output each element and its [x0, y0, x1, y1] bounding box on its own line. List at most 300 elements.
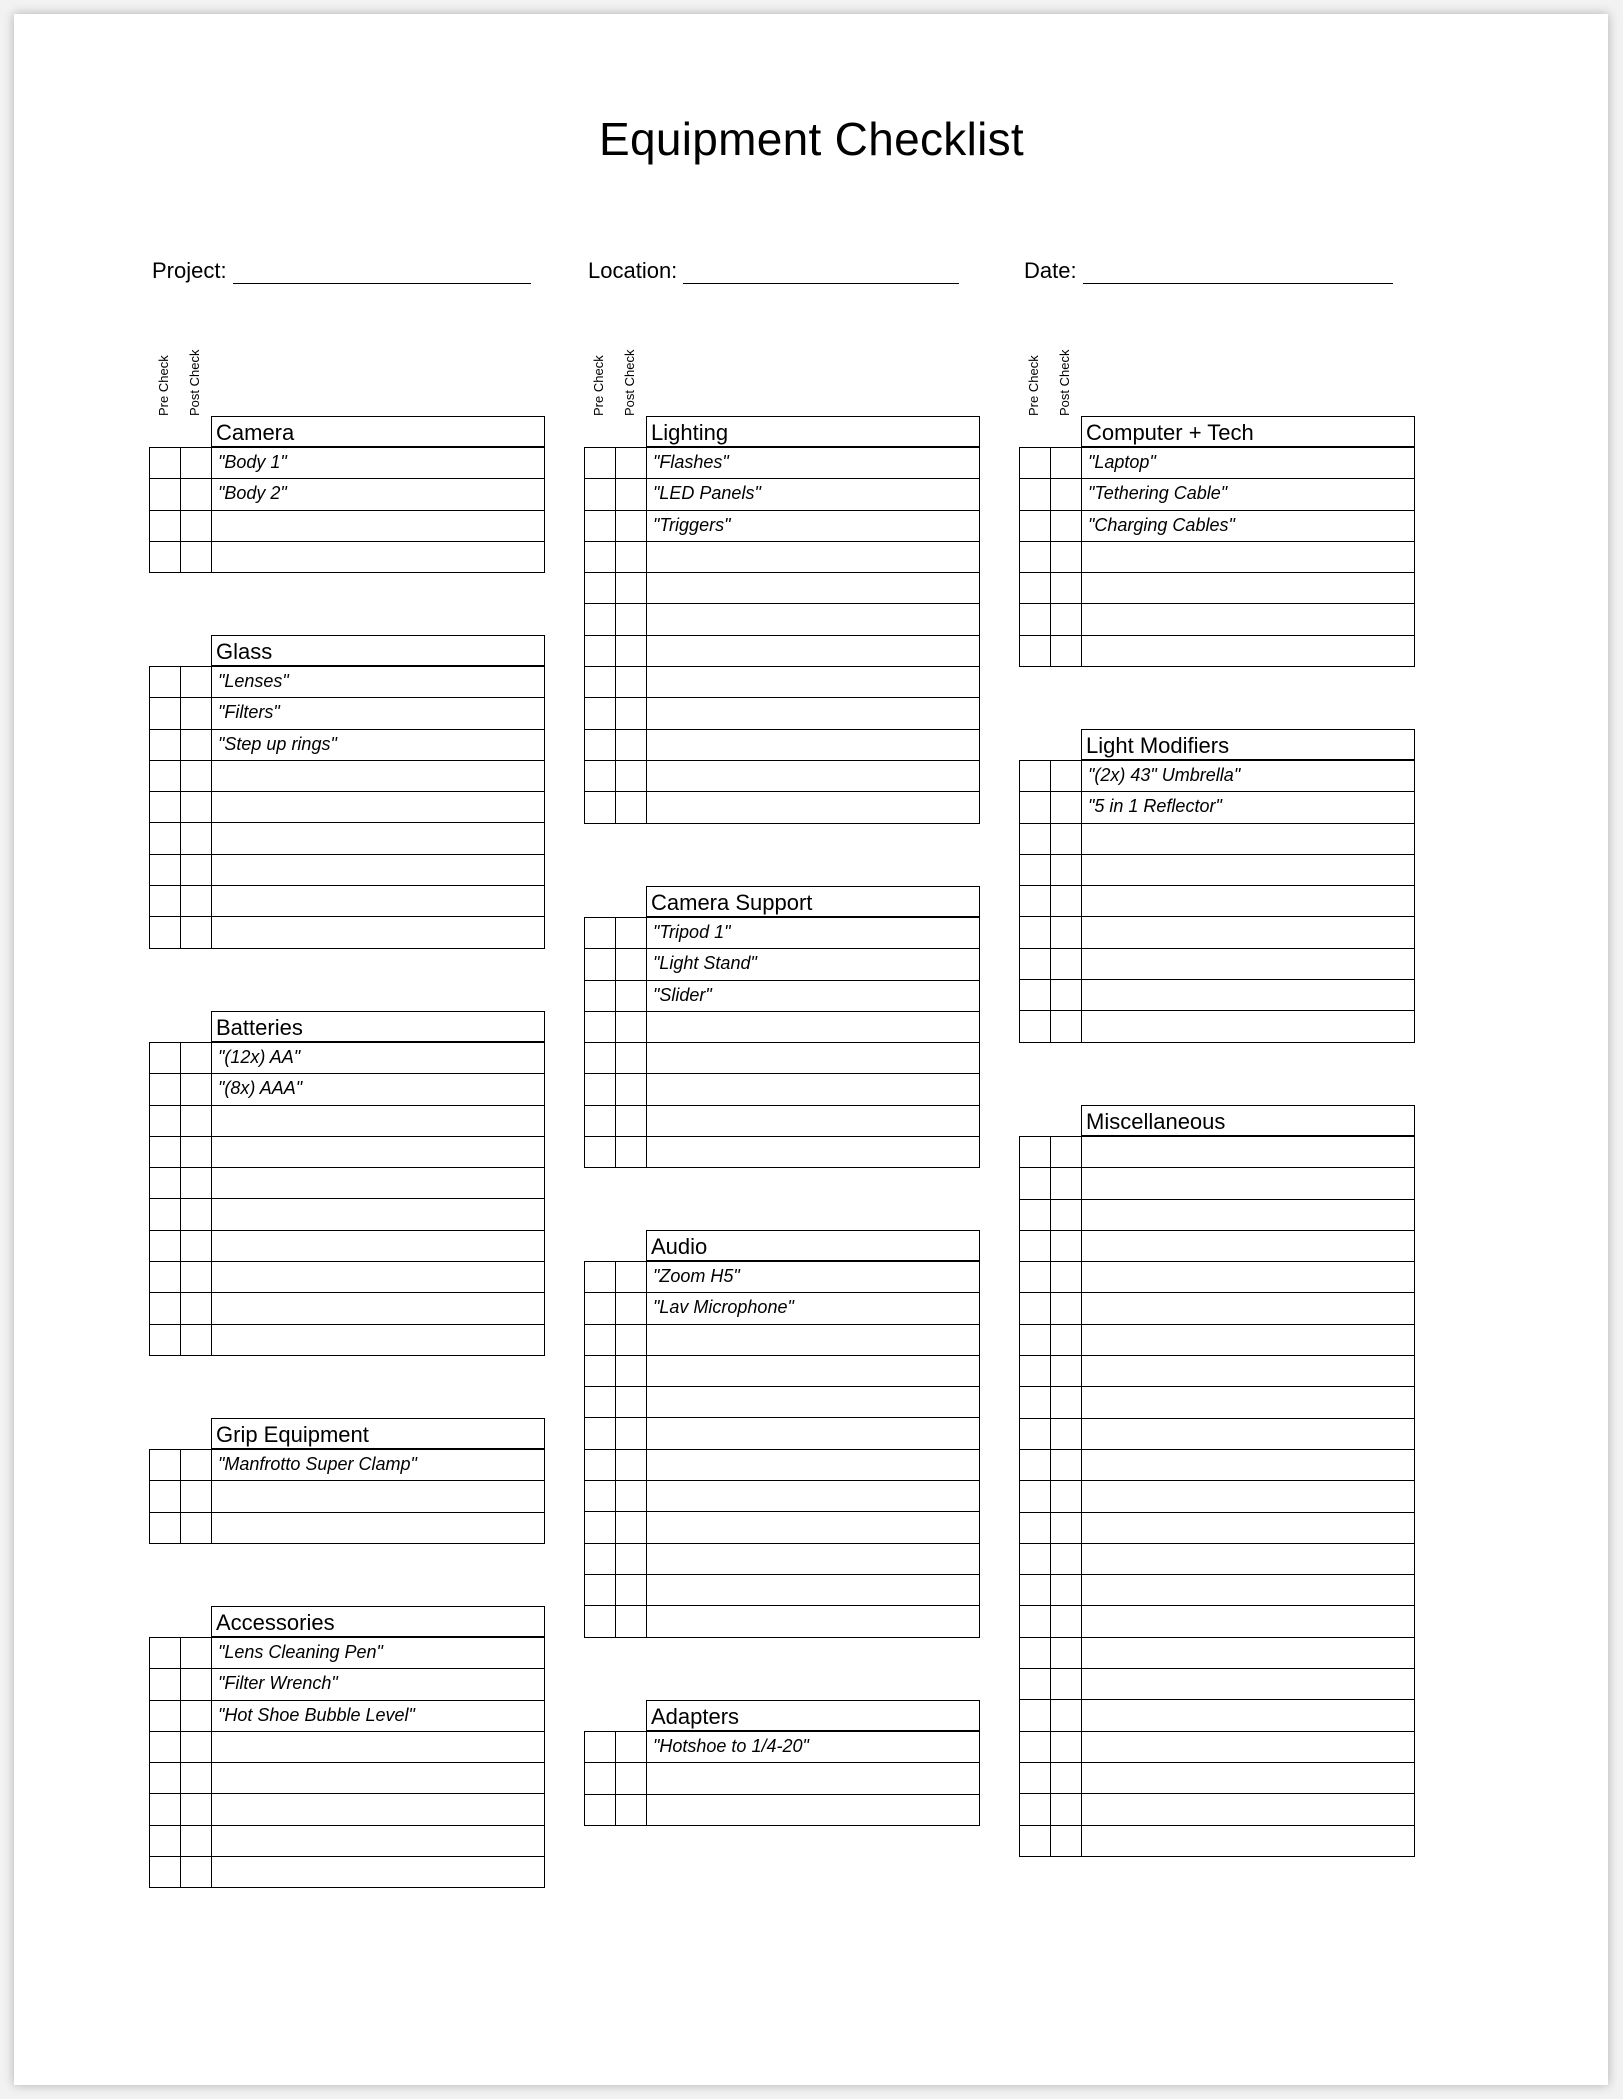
- item-entry[interactable]: "(12x) AA": [218, 1047, 301, 1067]
- item-entry[interactable]: [1082, 1011, 1414, 1041]
- post-check-box[interactable]: [181, 1199, 212, 1229]
- pre-check-box[interactable]: [585, 1012, 616, 1042]
- pre-check-box[interactable]: [1020, 1606, 1051, 1636]
- pre-check-box[interactable]: [150, 1293, 181, 1323]
- pre-check-box[interactable]: [585, 1575, 616, 1605]
- pre-check-box[interactable]: [150, 1074, 181, 1104]
- post-check-box[interactable]: [181, 1857, 212, 1887]
- date-blank-line[interactable]: [1083, 261, 1393, 284]
- post-check-box[interactable]: [1051, 917, 1082, 947]
- post-check-box[interactable]: [181, 823, 212, 853]
- item-entry[interactable]: [647, 1544, 979, 1574]
- pre-check-box[interactable]: [150, 886, 181, 916]
- item-entry[interactable]: [1082, 542, 1414, 572]
- item-entry[interactable]: "Lenses": [218, 671, 289, 691]
- post-check-box[interactable]: [616, 949, 647, 979]
- item-entry[interactable]: [1082, 1513, 1414, 1543]
- item-entry[interactable]: [647, 1043, 979, 1073]
- post-check-box[interactable]: [1051, 1575, 1082, 1605]
- item-entry[interactable]: [1082, 1544, 1414, 1574]
- pre-check-box[interactable]: [585, 1293, 616, 1323]
- item-entry[interactable]: [212, 917, 544, 947]
- post-check-box[interactable]: [616, 761, 647, 791]
- location-blank-line[interactable]: [683, 261, 959, 284]
- item-entry[interactable]: "Zoom H5": [653, 1266, 740, 1286]
- item-entry[interactable]: [212, 1106, 544, 1136]
- pre-check-box[interactable]: [585, 949, 616, 979]
- item-entry[interactable]: [212, 1137, 544, 1167]
- post-check-box[interactable]: [1051, 1700, 1082, 1730]
- pre-check-box[interactable]: [150, 1325, 181, 1355]
- pre-check-box[interactable]: [150, 1231, 181, 1261]
- item-entry[interactable]: "Body 1": [218, 452, 287, 472]
- item-entry[interactable]: [1082, 1481, 1414, 1511]
- item-entry[interactable]: [212, 1481, 544, 1511]
- pre-check-box[interactable]: [150, 761, 181, 791]
- post-check-box[interactable]: [616, 1544, 647, 1574]
- pre-check-box[interactable]: [1020, 761, 1051, 791]
- pre-check-box[interactable]: [1020, 1168, 1051, 1198]
- pre-check-box[interactable]: [585, 730, 616, 760]
- pre-check-box[interactable]: [1020, 1325, 1051, 1355]
- item-entry[interactable]: [212, 1794, 544, 1824]
- post-check-box[interactable]: [616, 1795, 647, 1825]
- pre-check-box[interactable]: [585, 1544, 616, 1574]
- post-check-box[interactable]: [616, 1763, 647, 1793]
- pre-check-box[interactable]: [150, 1701, 181, 1731]
- pre-check-box[interactable]: [1020, 1544, 1051, 1574]
- item-entry[interactable]: [212, 1763, 544, 1793]
- item-entry[interactable]: [1082, 1826, 1414, 1856]
- pre-check-box[interactable]: [1020, 1513, 1051, 1543]
- pre-check-box[interactable]: [585, 1450, 616, 1480]
- post-check-box[interactable]: [181, 1450, 212, 1480]
- post-check-box[interactable]: [181, 855, 212, 885]
- pre-check-box[interactable]: [585, 1512, 616, 1542]
- item-entry[interactable]: "Hotshoe to 1/4-20": [653, 1736, 809, 1756]
- pre-check-box[interactable]: [585, 1795, 616, 1825]
- item-entry[interactable]: [647, 1763, 979, 1793]
- post-check-box[interactable]: [181, 1168, 212, 1198]
- item-entry[interactable]: [1082, 573, 1414, 603]
- post-check-box[interactable]: [1051, 542, 1082, 572]
- item-entry[interactable]: [1082, 1575, 1414, 1605]
- pre-check-box[interactable]: [150, 1857, 181, 1887]
- item-entry[interactable]: "Filters": [218, 702, 280, 723]
- item-entry[interactable]: [1082, 886, 1414, 916]
- item-entry[interactable]: "LED Panels": [653, 483, 761, 504]
- pre-check-box[interactable]: [150, 1137, 181, 1167]
- post-check-box[interactable]: [616, 573, 647, 603]
- post-check-box[interactable]: [1051, 1826, 1082, 1856]
- post-check-box[interactable]: [181, 667, 212, 697]
- item-entry[interactable]: [1082, 1137, 1414, 1167]
- pre-check-box[interactable]: [1020, 980, 1051, 1010]
- pre-check-box[interactable]: [1020, 886, 1051, 916]
- item-entry[interactable]: [1082, 1669, 1414, 1699]
- post-check-box[interactable]: [1051, 1231, 1082, 1261]
- post-check-box[interactable]: [1051, 1513, 1082, 1543]
- post-check-box[interactable]: [1051, 1763, 1082, 1793]
- pre-check-box[interactable]: [1020, 1356, 1051, 1386]
- pre-check-box[interactable]: [150, 1262, 181, 1292]
- pre-check-box[interactable]: [150, 1481, 181, 1511]
- pre-check-box[interactable]: [585, 918, 616, 948]
- pre-check-box[interactable]: [585, 1137, 616, 1167]
- pre-check-box[interactable]: [585, 604, 616, 634]
- item-entry[interactable]: [1082, 949, 1414, 979]
- post-check-box[interactable]: [616, 1481, 647, 1511]
- item-entry[interactable]: [647, 1356, 979, 1386]
- post-check-box[interactable]: [616, 981, 647, 1011]
- post-check-box[interactable]: [616, 730, 647, 760]
- post-check-box[interactable]: [181, 1262, 212, 1292]
- item-entry[interactable]: [212, 1732, 544, 1762]
- pre-check-box[interactable]: [1020, 1732, 1051, 1762]
- item-entry[interactable]: "Light Stand": [653, 953, 757, 974]
- pre-check-box[interactable]: [150, 1450, 181, 1480]
- item-entry[interactable]: [1082, 980, 1414, 1010]
- post-check-box[interactable]: [181, 1074, 212, 1104]
- item-entry[interactable]: [212, 823, 544, 853]
- post-check-box[interactable]: [616, 479, 647, 509]
- item-entry[interactable]: [1082, 1732, 1414, 1762]
- post-check-box[interactable]: [1051, 980, 1082, 1010]
- item-entry[interactable]: "Tethering Cable": [1088, 483, 1228, 504]
- pre-check-box[interactable]: [1020, 1387, 1051, 1417]
- post-check-box[interactable]: [181, 1293, 212, 1323]
- post-check-box[interactable]: [181, 698, 212, 728]
- pre-check-box[interactable]: [150, 1763, 181, 1793]
- post-check-box[interactable]: [1051, 1137, 1082, 1167]
- post-check-box[interactable]: [616, 511, 647, 541]
- pre-check-box[interactable]: [585, 792, 616, 822]
- post-check-box[interactable]: [1051, 1293, 1082, 1323]
- item-entry[interactable]: [1082, 1200, 1414, 1230]
- item-entry[interactable]: [1082, 1356, 1414, 1386]
- pre-check-box[interactable]: [585, 1732, 616, 1762]
- post-check-box[interactable]: [1051, 1200, 1082, 1230]
- post-check-box[interactable]: [181, 1794, 212, 1824]
- item-entry[interactable]: [212, 1293, 544, 1323]
- post-check-box[interactable]: [1051, 1544, 1082, 1574]
- post-check-box[interactable]: [1051, 1732, 1082, 1762]
- post-check-box[interactable]: [1051, 1419, 1082, 1449]
- pre-check-box[interactable]: [585, 479, 616, 509]
- post-check-box[interactable]: [1051, 1638, 1082, 1668]
- item-entry[interactable]: [212, 1262, 544, 1292]
- post-check-box[interactable]: [616, 1732, 647, 1762]
- pre-check-box[interactable]: [1020, 1575, 1051, 1605]
- pre-check-box[interactable]: [150, 1199, 181, 1229]
- pre-check-box[interactable]: [585, 1606, 616, 1636]
- pre-check-box[interactable]: [585, 1262, 616, 1292]
- pre-check-box[interactable]: [1020, 949, 1051, 979]
- post-check-box[interactable]: [616, 1418, 647, 1448]
- post-check-box[interactable]: [1051, 1011, 1082, 1041]
- item-entry[interactable]: [1082, 1262, 1414, 1292]
- post-check-box[interactable]: [616, 636, 647, 666]
- pre-check-box[interactable]: [1020, 824, 1051, 854]
- item-entry[interactable]: "Slider": [653, 984, 712, 1005]
- pre-check-box[interactable]: [1020, 511, 1051, 541]
- pre-check-box[interactable]: [150, 1732, 181, 1762]
- post-check-box[interactable]: [1051, 573, 1082, 603]
- post-check-box[interactable]: [616, 1012, 647, 1042]
- item-entry[interactable]: "Tripod 1": [653, 922, 731, 942]
- post-check-box[interactable]: [1051, 511, 1082, 541]
- post-check-box[interactable]: [616, 918, 647, 948]
- pre-check-box[interactable]: [585, 1106, 616, 1136]
- post-check-box[interactable]: [616, 1262, 647, 1292]
- post-check-box[interactable]: [181, 1669, 212, 1699]
- post-check-box[interactable]: [616, 1137, 647, 1167]
- post-check-box[interactable]: [181, 511, 212, 541]
- pre-check-box[interactable]: [585, 1074, 616, 1104]
- item-entry[interactable]: [647, 1575, 979, 1605]
- pre-check-box[interactable]: [150, 511, 181, 541]
- post-check-box[interactable]: [181, 1638, 212, 1668]
- pre-check-box[interactable]: [585, 1387, 616, 1417]
- post-check-box[interactable]: [181, 1325, 212, 1355]
- post-check-box[interactable]: [616, 698, 647, 728]
- pre-check-box[interactable]: [150, 917, 181, 947]
- item-entry[interactable]: [647, 1606, 979, 1636]
- item-entry[interactable]: [1082, 636, 1414, 666]
- item-entry[interactable]: [212, 542, 544, 572]
- item-entry[interactable]: [647, 761, 979, 791]
- pre-check-box[interactable]: [585, 981, 616, 1011]
- item-entry[interactable]: [647, 1387, 979, 1417]
- pre-check-box[interactable]: [585, 1356, 616, 1386]
- pre-check-box[interactable]: [1020, 1137, 1051, 1167]
- post-check-box[interactable]: [181, 1701, 212, 1731]
- item-entry[interactable]: [1082, 1450, 1414, 1480]
- pre-check-box[interactable]: [585, 1481, 616, 1511]
- pre-check-box[interactable]: [150, 1106, 181, 1136]
- post-check-box[interactable]: [181, 1732, 212, 1762]
- post-check-box[interactable]: [1051, 824, 1082, 854]
- pre-check-box[interactable]: [1020, 1293, 1051, 1323]
- post-check-box[interactable]: [181, 886, 212, 916]
- pre-check-box[interactable]: [1020, 855, 1051, 885]
- item-entry[interactable]: [647, 792, 979, 822]
- post-check-box[interactable]: [1051, 1325, 1082, 1355]
- item-entry[interactable]: [647, 1418, 979, 1448]
- pre-check-box[interactable]: [1020, 1481, 1051, 1511]
- item-entry[interactable]: [1082, 1325, 1414, 1355]
- post-check-box[interactable]: [1051, 886, 1082, 916]
- pre-check-box[interactable]: [585, 448, 616, 478]
- pre-check-box[interactable]: [1020, 1669, 1051, 1699]
- pre-check-box[interactable]: [1020, 792, 1051, 822]
- pre-check-box[interactable]: [150, 667, 181, 697]
- post-check-box[interactable]: [181, 1137, 212, 1167]
- pre-check-box[interactable]: [1020, 1231, 1051, 1261]
- pre-check-box[interactable]: [1020, 1450, 1051, 1480]
- pre-check-box[interactable]: [585, 698, 616, 728]
- post-check-box[interactable]: [181, 1106, 212, 1136]
- pre-check-box[interactable]: [1020, 448, 1051, 478]
- post-check-box[interactable]: [616, 1043, 647, 1073]
- pre-check-box[interactable]: [585, 761, 616, 791]
- post-check-box[interactable]: [616, 667, 647, 697]
- post-check-box[interactable]: [616, 1293, 647, 1323]
- item-entry[interactable]: [212, 1513, 544, 1543]
- item-entry[interactable]: [1082, 1794, 1414, 1824]
- pre-check-box[interactable]: [1020, 1700, 1051, 1730]
- item-entry[interactable]: [212, 1826, 544, 1856]
- post-check-box[interactable]: [1051, 1356, 1082, 1386]
- item-entry[interactable]: "Triggers": [653, 514, 731, 535]
- item-entry[interactable]: [1082, 824, 1414, 854]
- item-entry[interactable]: "Lav Microphone": [653, 1297, 794, 1318]
- item-entry[interactable]: [212, 1231, 544, 1261]
- item-entry[interactable]: [647, 542, 979, 572]
- pre-check-box[interactable]: [1020, 1794, 1051, 1824]
- pre-check-box[interactable]: [150, 792, 181, 822]
- item-entry[interactable]: [212, 1325, 544, 1355]
- item-entry[interactable]: [1082, 1419, 1414, 1449]
- post-check-box[interactable]: [616, 1106, 647, 1136]
- item-entry[interactable]: [1082, 1168, 1414, 1198]
- item-entry[interactable]: "5 in 1 Reflector": [1088, 796, 1222, 817]
- item-entry[interactable]: "Charging Cables": [1088, 514, 1235, 535]
- item-entry[interactable]: [1082, 1387, 1414, 1417]
- pre-check-box[interactable]: [150, 1669, 181, 1699]
- item-entry[interactable]: [647, 1137, 979, 1167]
- pre-check-box[interactable]: [1020, 1638, 1051, 1668]
- post-check-box[interactable]: [181, 761, 212, 791]
- pre-check-box[interactable]: [1020, 1763, 1051, 1793]
- pre-check-box[interactable]: [150, 698, 181, 728]
- item-entry[interactable]: [647, 604, 979, 634]
- item-entry[interactable]: [647, 573, 979, 603]
- post-check-box[interactable]: [181, 1043, 212, 1073]
- post-check-box[interactable]: [1051, 855, 1082, 885]
- post-check-box[interactable]: [1051, 636, 1082, 666]
- post-check-box[interactable]: [181, 542, 212, 572]
- post-check-box[interactable]: [181, 1231, 212, 1261]
- pre-check-box[interactable]: [1020, 479, 1051, 509]
- post-check-box[interactable]: [616, 1325, 647, 1355]
- item-entry[interactable]: [647, 1325, 979, 1355]
- post-check-box[interactable]: [616, 1356, 647, 1386]
- item-entry[interactable]: [647, 636, 979, 666]
- pre-check-box[interactable]: [585, 511, 616, 541]
- post-check-box[interactable]: [1051, 1387, 1082, 1417]
- pre-check-box[interactable]: [150, 1638, 181, 1668]
- post-check-box[interactable]: [181, 1763, 212, 1793]
- post-check-box[interactable]: [1051, 1794, 1082, 1824]
- post-check-box[interactable]: [616, 792, 647, 822]
- pre-check-box[interactable]: [585, 542, 616, 572]
- pre-check-box[interactable]: [1020, 573, 1051, 603]
- pre-check-box[interactable]: [150, 1826, 181, 1856]
- item-entry[interactable]: [647, 1512, 979, 1542]
- post-check-box[interactable]: [1051, 1606, 1082, 1636]
- post-check-box[interactable]: [181, 1481, 212, 1511]
- pre-check-box[interactable]: [585, 1418, 616, 1448]
- item-entry[interactable]: [1082, 917, 1414, 947]
- post-check-box[interactable]: [181, 448, 212, 478]
- item-entry[interactable]: [1082, 1763, 1414, 1793]
- item-entry[interactable]: [212, 1199, 544, 1229]
- pre-check-box[interactable]: [150, 1168, 181, 1198]
- item-entry[interactable]: "Hot Shoe Bubble Level": [218, 1704, 415, 1725]
- post-check-box[interactable]: [1051, 448, 1082, 478]
- item-entry[interactable]: "Lens Cleaning Pen": [218, 1642, 383, 1662]
- post-check-box[interactable]: [616, 604, 647, 634]
- post-check-box[interactable]: [181, 730, 212, 760]
- item-entry[interactable]: [1082, 1231, 1414, 1261]
- item-entry[interactable]: [212, 886, 544, 916]
- post-check-box[interactable]: [1051, 1262, 1082, 1292]
- item-entry[interactable]: [1082, 1293, 1414, 1323]
- item-entry[interactable]: [212, 855, 544, 885]
- post-check-box[interactable]: [181, 479, 212, 509]
- item-entry[interactable]: [212, 1168, 544, 1198]
- post-check-box[interactable]: [1051, 1669, 1082, 1699]
- item-entry[interactable]: [212, 511, 544, 541]
- item-entry[interactable]: [212, 761, 544, 791]
- post-check-box[interactable]: [1051, 479, 1082, 509]
- item-entry[interactable]: [212, 792, 544, 822]
- pre-check-box[interactable]: [585, 1325, 616, 1355]
- pre-check-box[interactable]: [150, 542, 181, 572]
- post-check-box[interactable]: [181, 1826, 212, 1856]
- pre-check-box[interactable]: [1020, 1826, 1051, 1856]
- pre-check-box[interactable]: [585, 1763, 616, 1793]
- item-entry[interactable]: [647, 1795, 979, 1825]
- item-entry[interactable]: "(2x) 43" Umbrella": [1088, 765, 1241, 785]
- post-check-box[interactable]: [181, 792, 212, 822]
- pre-check-box[interactable]: [585, 636, 616, 666]
- pre-check-box[interactable]: [1020, 542, 1051, 572]
- pre-check-box[interactable]: [1020, 636, 1051, 666]
- post-check-box[interactable]: [1051, 792, 1082, 822]
- pre-check-box[interactable]: [150, 1513, 181, 1543]
- pre-check-box[interactable]: [585, 667, 616, 697]
- post-check-box[interactable]: [616, 1387, 647, 1417]
- item-entry[interactable]: [1082, 855, 1414, 885]
- post-check-box[interactable]: [1051, 1450, 1082, 1480]
- pre-check-box[interactable]: [150, 855, 181, 885]
- post-check-box[interactable]: [1051, 1168, 1082, 1198]
- pre-check-box[interactable]: [150, 730, 181, 760]
- item-entry[interactable]: [647, 1450, 979, 1480]
- item-entry[interactable]: [1082, 1700, 1414, 1730]
- pre-check-box[interactable]: [1020, 1419, 1051, 1449]
- item-entry[interactable]: "Step up rings": [218, 733, 337, 754]
- pre-check-box[interactable]: [1020, 917, 1051, 947]
- item-entry[interactable]: [212, 1857, 544, 1887]
- post-check-box[interactable]: [1051, 604, 1082, 634]
- item-entry[interactable]: "(8x) AAA": [218, 1078, 303, 1099]
- pre-check-box[interactable]: [585, 573, 616, 603]
- project-blank-line[interactable]: [233, 261, 531, 284]
- pre-check-box[interactable]: [150, 1794, 181, 1824]
- item-entry[interactable]: [647, 1012, 979, 1042]
- item-entry[interactable]: "Filter Wrench": [218, 1673, 338, 1694]
- post-check-box[interactable]: [181, 1513, 212, 1543]
- item-entry[interactable]: [647, 1481, 979, 1511]
- item-entry[interactable]: "Manfrotto Super Clamp": [218, 1454, 417, 1474]
- item-entry[interactable]: [1082, 1638, 1414, 1668]
- post-check-box[interactable]: [1051, 949, 1082, 979]
- post-check-box[interactable]: [1051, 1481, 1082, 1511]
- pre-check-box[interactable]: [1020, 604, 1051, 634]
